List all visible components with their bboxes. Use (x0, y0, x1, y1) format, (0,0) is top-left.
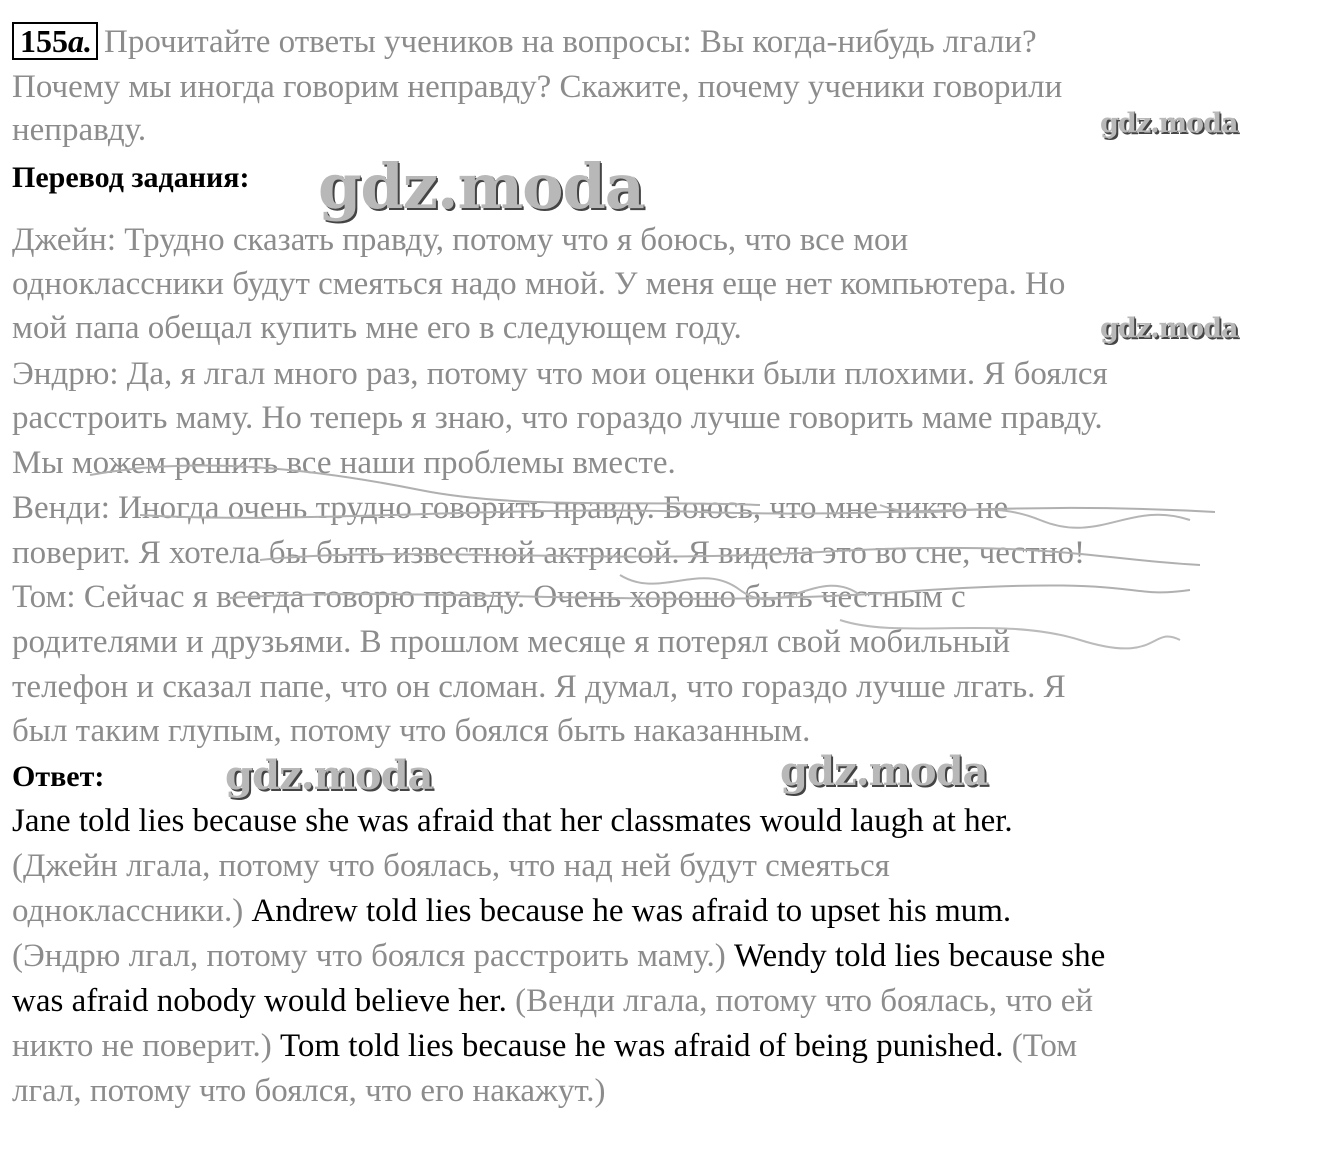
answer-line-1 (12, 801, 1013, 841)
watermark: gdz.moda (225, 752, 433, 799)
translation-line: мой папа обещал купить мне его в следующем году. (12, 310, 742, 346)
translation-line: расстроить маму. Но теперь я знаю, что гораздо лучше говорить маме правду. (12, 400, 1103, 436)
watermark: gdz.moda (1100, 108, 1238, 139)
answer-line-5 (12, 981, 1093, 1021)
translation-line: телефон и сказал папе, что он сломан. Я думал, что гораздо лучше лгать. Я (12, 669, 1066, 705)
task-line-1 (12, 22, 1037, 62)
answer-ru-wendy-end: никто не поверит.) (12, 1028, 272, 1064)
translation-line: одноклассники будут смеяться надо мной. У меня еще нет компьютера. Но (12, 266, 1066, 302)
answer-ru-andrew: (Эндрю лгал, потому что боялся расстроить маму.) (12, 938, 726, 974)
answer-line-2 (12, 846, 890, 886)
answer-line-3 (12, 891, 1011, 931)
answer-en-wendy-end: was afraid nobody would believe her. (12, 983, 507, 1019)
answer-line-4 (12, 936, 1105, 976)
translation-line: Том: Сейчас я всегда говорю правду. Очень хорошо быть честным с (12, 579, 966, 615)
task-text-1: Прочитайте ответы учеников на вопросы: Вы когда-нибудь лгали? (104, 24, 1037, 60)
watermark: gdz.moda (780, 748, 988, 795)
answer-ru-tom: (Том (1011, 1028, 1078, 1064)
answer-ru-jane: (Джейн лгала, потому что боялась, что над ней будут смеяться (12, 848, 890, 884)
translation-line: Мы можем решить все наши проблемы вместе. (12, 445, 676, 481)
watermark: gdz.moda (318, 150, 644, 223)
translation-line: поверит. Я хотела бы быть известной актрисой. Я видела это во сне, честно! (12, 535, 1085, 571)
translation-heading: Перевод задания: (12, 161, 250, 194)
translation-line: родителями и друзьями. В прошлом месяце я потерял свой мобильный (12, 624, 1010, 660)
translation-line: был таким глупым, потому что боялся быть наказанным. (12, 713, 811, 749)
task-line-2: Почему мы иногда говорим неправду? Скажите, почему ученики говорили (12, 69, 1063, 105)
translation-line: Эндрю: Да, я лгал много раз, потому что мои оценки были плохими. Я боялся (12, 356, 1108, 392)
task-number: 155 (20, 23, 68, 59)
answer-en-wendy: Wendy told lies because she (734, 938, 1106, 974)
answer-en-jane: Jane told lies because she was afraid that her classmates would laugh at her. (12, 803, 1013, 839)
translation-line: Джейн: Трудно сказать правду, потому что я боюсь, что все мои (12, 222, 909, 258)
task-letter: a. (68, 23, 92, 59)
answer-en-tom: Tom told lies because he was afraid of being punished. (280, 1028, 1004, 1064)
answer-ru-wendy: (Венди лгала, потому что боялась, что ей (515, 983, 1094, 1019)
answer-line-7: лгал, потому что боялся, что его накажут.) (12, 1073, 606, 1109)
translation-line: Венди: Иногда очень трудно говорить правду. Боюсь, что мне никто не (12, 490, 1009, 526)
answer-heading: Ответ: (12, 760, 105, 793)
answer-line-6 (12, 1026, 1077, 1066)
task-number-box (12, 22, 98, 60)
answer-en-andrew: Andrew told lies because he was afraid to upset his mum. (251, 893, 1012, 929)
watermark: gdz.moda (1100, 313, 1238, 344)
task-line-3: неправду. (12, 112, 147, 148)
answer-ru-jane-end: одноклассники.) (12, 893, 244, 929)
